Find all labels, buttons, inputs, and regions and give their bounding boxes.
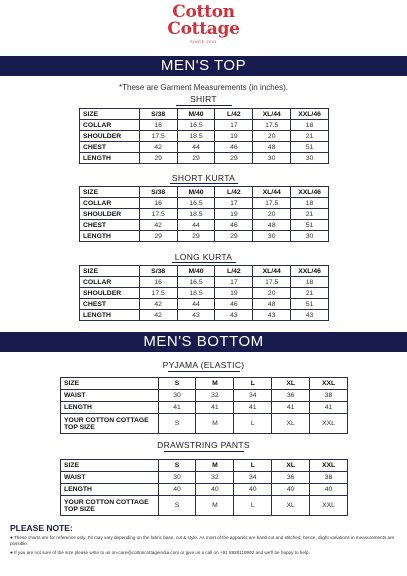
measurement-value: 29 [215, 231, 253, 242]
measurement-value: 20 [253, 209, 291, 220]
size-label-header: M/40 [177, 266, 215, 277]
measurement-value: 29 [215, 153, 253, 164]
measurement-value: 16 [139, 277, 177, 288]
measurement-label: CHEST [80, 299, 140, 310]
measurement-value: S [158, 414, 196, 434]
table-row [61, 414, 348, 434]
brand-logo-line2: Cottage [167, 19, 240, 39]
table-row [80, 277, 329, 288]
measurement-label: CHEST [80, 142, 140, 153]
short-kurta-size-table [79, 186, 329, 242]
size-label-header: XL [272, 460, 310, 472]
measurement-value: 42 [139, 310, 177, 321]
measurement-value: 51 [291, 142, 329, 153]
measurement-label: SHOULDER [80, 131, 140, 142]
measurement-value: 18 [291, 198, 329, 209]
table-header-row [61, 378, 348, 390]
table-row [80, 209, 329, 220]
measurement-value: 46 [215, 220, 253, 231]
table-row [61, 484, 348, 496]
short-kurta-title: SHORT KURTA [171, 173, 236, 183]
measurement-note: *These are Garment Measurements (in inches). [119, 83, 288, 92]
table-row [80, 310, 329, 321]
measurement-value: 19 [215, 209, 253, 220]
measurement-value: 46 [215, 299, 253, 310]
measurement-value: XL [272, 496, 310, 516]
size-label-header: XL/44 [253, 109, 291, 120]
measurement-label: LENGTH [61, 402, 159, 414]
size-column-header: SIZE [80, 266, 140, 277]
table-row [61, 402, 348, 414]
please-note-title: PLEASE NOTE: [10, 523, 73, 533]
measurement-value: 41 [310, 402, 348, 414]
size-label-header: L/42 [215, 266, 253, 277]
measurement-value: 18.5 [177, 131, 215, 142]
measurement-value: 30 [291, 153, 329, 164]
measurement-value: 41 [158, 402, 196, 414]
measurement-value: 44 [177, 220, 215, 231]
measurement-value: 30 [253, 231, 291, 242]
measurement-value: 19 [215, 131, 253, 142]
measurement-value: XXL [310, 414, 348, 434]
size-label-header: XXL [310, 460, 348, 472]
measurement-value: 20 [253, 288, 291, 299]
measurement-value: M [196, 414, 234, 434]
long-kurta-title: LONG KURTA [174, 252, 233, 262]
measurement-value: 34 [234, 390, 272, 402]
measurement-value: 48 [253, 299, 291, 310]
size-label-header: S/38 [139, 109, 177, 120]
measurement-value: 36 [272, 472, 310, 484]
measurement-value: 30 [253, 153, 291, 164]
size-label-header: XXL/46 [291, 187, 329, 198]
measurement-value: 40 [158, 484, 196, 496]
measurement-value: M [196, 496, 234, 516]
size-label-header: M [196, 460, 234, 472]
pyjama-size-table [60, 377, 348, 434]
measurement-value: S [158, 496, 196, 516]
measurement-value: 18 [291, 120, 329, 131]
measurement-value: 17.5 [253, 198, 291, 209]
measurement-value: 51 [291, 299, 329, 310]
measurement-value: 41 [196, 402, 234, 414]
size-label-header: XL/44 [253, 266, 291, 277]
measurement-label: LENGTH [80, 310, 140, 321]
please-note-item [10, 535, 405, 547]
measurement-value: 19 [215, 288, 253, 299]
shirt-size-table [79, 108, 329, 164]
long-kurta-size-table [79, 265, 329, 321]
measurement-value: 43 [177, 310, 215, 321]
measurement-label: YOUR COTTON COTTAGE TOP SIZE [61, 496, 159, 516]
size-label-header: L/42 [215, 187, 253, 198]
drawstring-pants-title-underline [164, 451, 244, 452]
short-kurta-title-underline [170, 183, 238, 184]
size-label-header: S/38 [139, 187, 177, 198]
measurement-value: 38 [310, 390, 348, 402]
measurement-value: 46 [215, 142, 253, 153]
measurement-label: WAIST [61, 472, 159, 484]
measurement-value: 16 [139, 120, 177, 131]
table-row [61, 390, 348, 402]
size-label-header: L [234, 378, 272, 390]
drawstring-pants-title: DRAWSTRING PANTS [157, 440, 250, 450]
measurement-value: 29 [139, 231, 177, 242]
measurement-value: 30 [291, 231, 329, 242]
table-row [80, 131, 329, 142]
table-row [61, 472, 348, 484]
measurement-value: 41 [272, 402, 310, 414]
measurement-value: XL [272, 414, 310, 434]
measurement-value: 48 [253, 142, 291, 153]
measurement-value: 34 [234, 472, 272, 484]
table-row [80, 198, 329, 209]
measurement-value: 43 [291, 310, 329, 321]
table-header-row [80, 266, 329, 277]
measurement-label: LENGTH [61, 484, 159, 496]
table-header-row [61, 460, 348, 472]
measurement-label: COLLAR [80, 120, 140, 131]
measurement-value: 40 [272, 484, 310, 496]
measurement-value: 17.5 [139, 288, 177, 299]
please-note-text: If you are not sure of the size please write to us on-care@cottoncottageindia.com or give us a call on +91 8828119992 and we'll be happy to help. [14, 550, 310, 555]
measurement-label: SHOULDER [80, 209, 140, 220]
measurement-value: 17.5 [139, 131, 177, 142]
mens-bottom-banner: MEN'S BOTTOM [0, 332, 407, 352]
measurement-value: 44 [177, 299, 215, 310]
size-column-header: SIZE [61, 378, 159, 390]
size-column-header: SIZE [61, 460, 159, 472]
measurement-value: 20 [253, 131, 291, 142]
measurement-value: 17 [215, 277, 253, 288]
measurement-value: 43 [215, 310, 253, 321]
measurement-value: 16.5 [177, 277, 215, 288]
table-row [80, 299, 329, 310]
drawstring-pants-size-table [60, 459, 348, 516]
size-label-header: S [158, 460, 196, 472]
table-header-row [80, 187, 329, 198]
table-row [61, 496, 348, 516]
measurement-label: YOUR COTTON COTTAGE TOP SIZE [61, 414, 159, 434]
measurement-value: 16 [139, 198, 177, 209]
measurement-value: 21 [291, 288, 329, 299]
measurement-value: 17 [215, 198, 253, 209]
measurement-label: COLLAR [80, 198, 140, 209]
measurement-label: CHEST [80, 220, 140, 231]
table-header-row [80, 109, 329, 120]
measurement-label: WAIST [61, 390, 159, 402]
brand-logo-line1: Cotton [172, 2, 235, 22]
measurement-value: 17.5 [253, 120, 291, 131]
pyjama-title-underline [168, 371, 240, 372]
measurement-value: 17 [215, 120, 253, 131]
size-label-header: XXL [310, 378, 348, 390]
size-column-header: SIZE [80, 109, 140, 120]
size-label-header: XXL/46 [291, 266, 329, 277]
measurement-value: 43 [253, 310, 291, 321]
measurement-value: 29 [177, 153, 215, 164]
bullet-icon: ● [10, 535, 13, 540]
size-label-header: XXL/46 [291, 109, 329, 120]
bullet-icon: ● [10, 550, 13, 555]
measurement-value: XXL [310, 496, 348, 516]
measurement-value: 32 [196, 390, 234, 402]
table-row [80, 120, 329, 131]
shirt-title: SHIRT [190, 94, 217, 104]
measurement-value: 42 [139, 220, 177, 231]
size-label-header: S/38 [139, 266, 177, 277]
brand-logo [0, 4, 407, 44]
measurement-value: L [234, 496, 272, 516]
size-label-header: M/40 [177, 109, 215, 120]
measurement-value: 29 [139, 153, 177, 164]
measurement-value: 18 [291, 277, 329, 288]
size-label-header: L [234, 460, 272, 472]
table-row [80, 231, 329, 242]
measurement-value: 16.5 [177, 198, 215, 209]
measurement-value: 30 [158, 390, 196, 402]
measurement-label: LENGTH [80, 231, 140, 242]
table-row [80, 220, 329, 231]
measurement-value: 38 [310, 472, 348, 484]
size-label-header: S [158, 378, 196, 390]
size-label-header: XL/44 [253, 187, 291, 198]
please-note-text: These charts are for reference only. Fit may vary depending on the fabric base, cut & style. As most of the apparels are hand cut and stitched, hence, slight variations in measurements are possible. [10, 535, 395, 546]
measurement-value: 42 [139, 299, 177, 310]
measurement-value: 40 [196, 484, 234, 496]
size-label-header: M [196, 378, 234, 390]
measurement-value: 18.5 [177, 209, 215, 220]
table-row [80, 288, 329, 299]
pyjama-title: PYJAMA (ELASTIC) [162, 360, 245, 370]
please-note-item [10, 550, 405, 556]
measurement-value: 48 [253, 220, 291, 231]
measurement-value: 36 [272, 390, 310, 402]
measurement-value: 40 [310, 484, 348, 496]
measurement-value: 21 [291, 131, 329, 142]
measurement-value: 17.5 [253, 277, 291, 288]
measurement-value: 51 [291, 220, 329, 231]
measurement-value: 21 [291, 209, 329, 220]
measurement-value: 44 [177, 142, 215, 153]
size-column-header: SIZE [80, 187, 140, 198]
brand-since: SINCE 2011 [190, 39, 217, 44]
long-kurta-title-underline [172, 262, 236, 263]
measurement-value: 29 [177, 231, 215, 242]
size-label-header: L/42 [215, 109, 253, 120]
measurement-label: COLLAR [80, 277, 140, 288]
size-label-header: M/40 [177, 187, 215, 198]
measurement-value: L [234, 414, 272, 434]
measurement-value: 41 [234, 402, 272, 414]
measurement-label: SHOULDER [80, 288, 140, 299]
shirt-title-underline [176, 105, 232, 106]
measurement-label: LENGTH [80, 153, 140, 164]
table-row [80, 142, 329, 153]
measurement-value: 42 [139, 142, 177, 153]
measurement-value: 18.5 [177, 288, 215, 299]
measurement-value: 32 [196, 472, 234, 484]
measurement-value: 17.5 [139, 209, 177, 220]
measurement-value: 40 [234, 484, 272, 496]
measurement-value: 30 [158, 472, 196, 484]
table-row [80, 153, 329, 164]
size-label-header: XL [272, 378, 310, 390]
mens-top-banner: MEN'S TOP [0, 56, 407, 76]
measurement-value: 16.5 [177, 120, 215, 131]
